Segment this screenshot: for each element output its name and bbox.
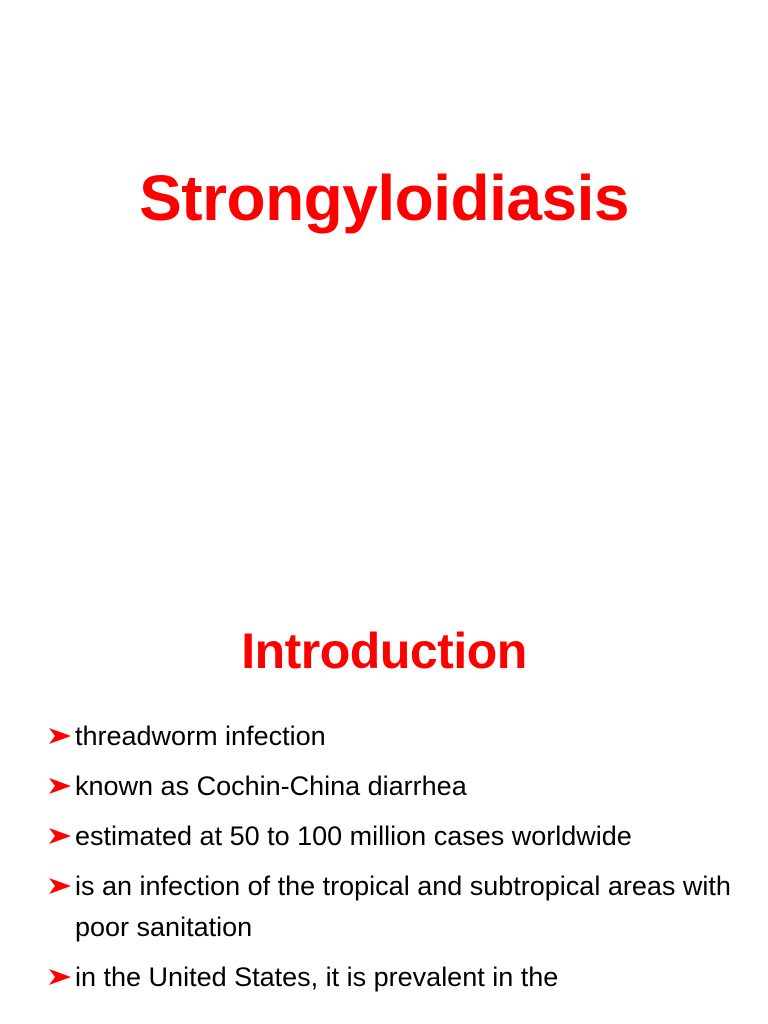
arrowhead-bullet-icon: [48, 727, 72, 745]
slide-title: Strongyloidiasis: [139, 162, 629, 234]
list-item: [48, 716, 738, 757]
list-item-text: known as Cochin-China diarrhea: [75, 771, 467, 801]
list-item: [48, 766, 738, 807]
list-item-text: estimated at 50 to 100 million cases worldwide: [75, 821, 632, 851]
list-item-text: is an infection of the tropical and subtropical areas with poor sanitation: [75, 871, 731, 942]
list-item: [48, 957, 738, 998]
slide-heading: Introduction: [241, 623, 527, 679]
bullet-list: [48, 716, 738, 1007]
list-item: [48, 866, 738, 948]
list-item: [48, 816, 738, 857]
introduction-slide: [0, 576, 768, 1024]
arrowhead-bullet-icon: [48, 968, 72, 986]
list-item-text: threadworm infection: [75, 721, 326, 751]
arrowhead-bullet-icon: [48, 827, 72, 845]
list-item-text: in the United States, it is prevalent in the: [75, 962, 559, 992]
arrowhead-bullet-icon: [48, 877, 72, 895]
arrowhead-bullet-icon: [48, 777, 72, 795]
